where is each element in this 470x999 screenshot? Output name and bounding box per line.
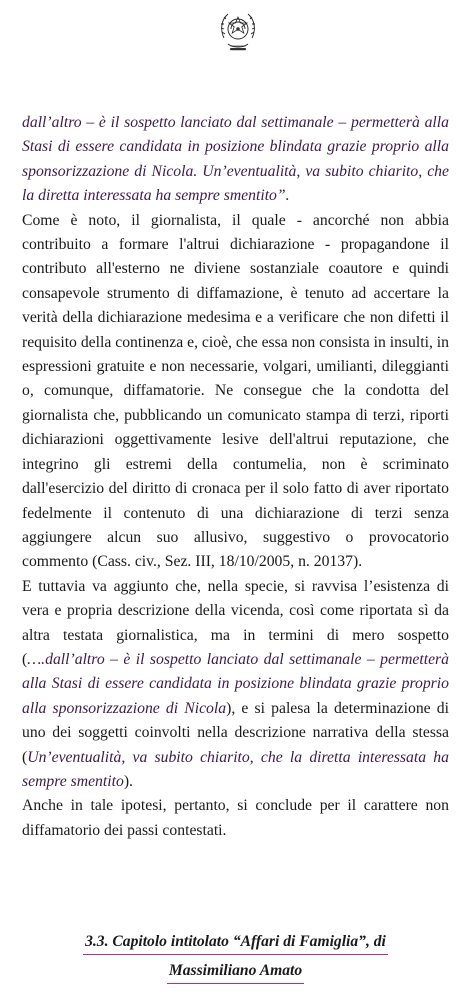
inline-quote-2: Un’eventualità, va subito chiarito, che la diretta interessata ha sempre smentito	[22, 748, 449, 790]
italian-republic-emblem-icon	[218, 8, 258, 52]
paragraph-case-law: Come è noto, il giornalista, il quale - ancorché non abbia contribuito a formare l'altrui dichiarazione - propagandone il contributo all'esterno ne diviene sostanziale coautore e quindi consapevole strumento di diffamazione, è tenuto ad accertare la verità della dichiarazione medesima e a verificare che non difetti il requisito della continenza e, cioè, che essa non consista in insulti, in espressioni gratuite e non necessarie, volgari, umilianti, dileggianti o, comunque, diffamatorie. Ne consegue che la condotta del giornalista che, pubblicando un comunicato stampa di terzi, riporti dichiarazioni oggettivamente lesive dell'altrui reputazione, che integrino gli estremi della contumelia, non è scriminato dall'esercizio del diritto di cronaca per il solo fatto di aver riportato fedelmente il contenuto di una dichiarazione di terzi senza aggiungere alcun suo allusivo, suggestivo o provocatorio commento (Cass. civ., Sez. III, 18/10/2005, n. 20137).	[22, 211, 449, 571]
section-heading-line-2: Massimiliano Amato	[167, 959, 304, 984]
document-body	[22, 111, 449, 843]
inline-quote-1: ….dall’altro – è il sospetto lanciato dal settimanale – permetterà alla Stasi di essere candidata in posizione blindata grazie proprio alla sponsorizzazione di Nicola	[22, 650, 449, 717]
paragraph-conclusion: Anche in tale ipotesi, pertanto, si conclude per il carattere non diffamatorio dei passi contestati.	[22, 797, 449, 839]
paragraph-specific-case	[22, 575, 449, 795]
paragraph-text-1: E tuttavia va aggiunto che, nella specie, si ravvisa l’esistenza di vera e propria descrizione della vicenda, così come riportata sì da altra testata giornalistica, ma in termini di mero sospetto (	[22, 577, 449, 668]
paragraph-text-2: ), e si palesa la determinazione di uno dei soggetti coinvolti nella descrizione narrativa della stessa (	[22, 699, 449, 766]
section-heading-line-1: 3.3. Capitolo intitolato “Affari di Famiglia”, di	[83, 930, 388, 955]
paragraph-text-3: ).	[123, 772, 133, 790]
section-heading	[22, 927, 449, 985]
quoted-passage: dall’altro – è il sospetto lanciato dal settimanale – permetterà alla Stasi di essere candidata in posizione blindata grazie proprio alla sponsorizzazione di Nicola. Un’eventualità, va subito chiarito, che la diretta interessata ha sempre smentito”.	[22, 114, 449, 205]
